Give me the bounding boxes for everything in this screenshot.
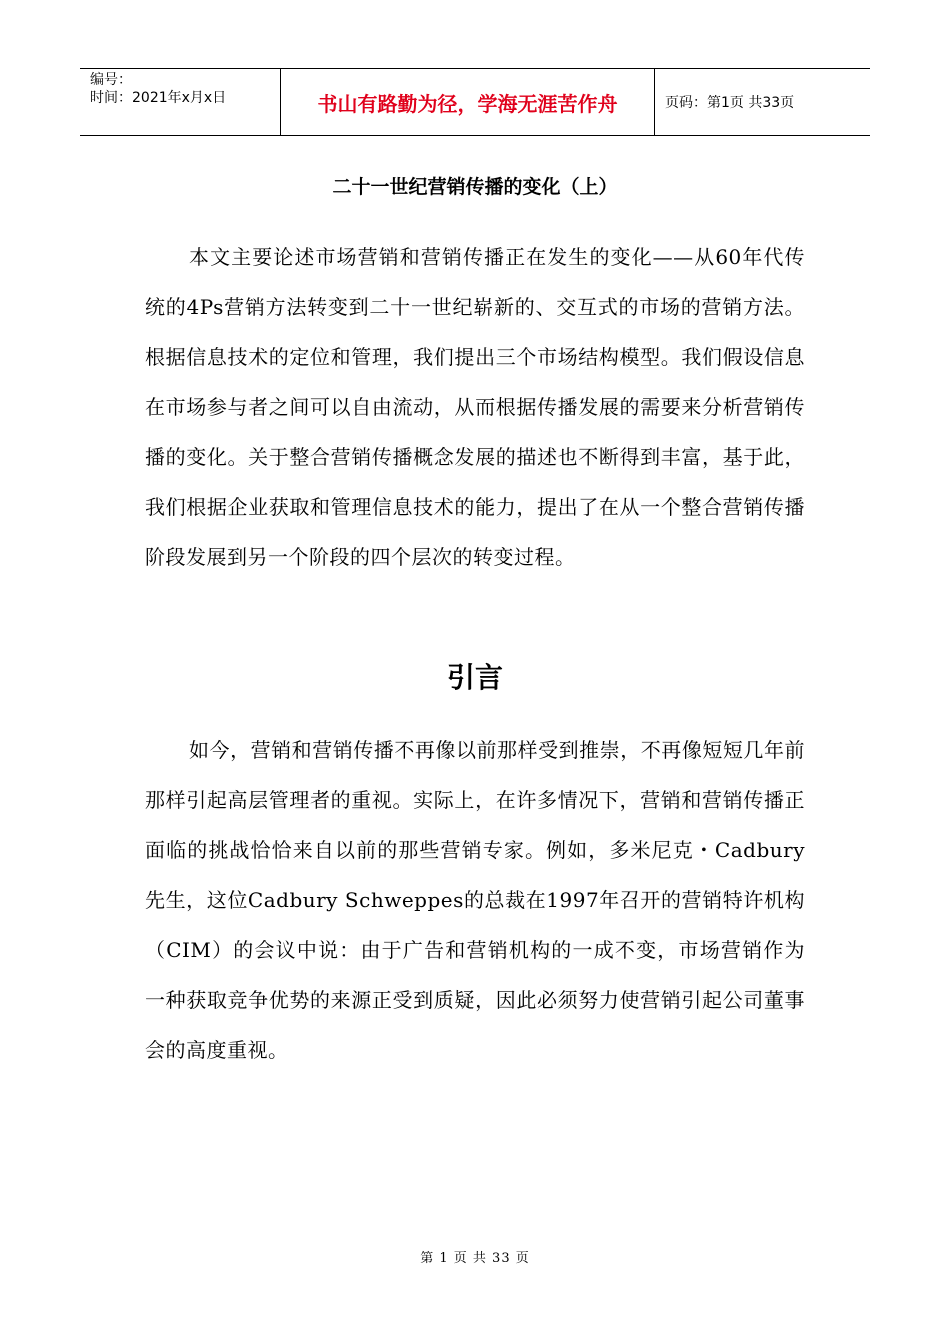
document-header (80, 68, 870, 136)
number-label: 编号： (90, 72, 132, 88)
intro-paragraph: 如今，营销和营销传播不再像以前那样受到推崇，不再像短短几年前那样引起高层管理者的重视。实际上，在许多情况下，营销和营销传播正面临的挑战恰恰来自以前的那些营销专家。例如，多米尼克・Cadbury 先生，这位Cadbury Schweppes的总裁在1997年召开的营销特许机构（CIM）的会议中说：由于广告和营销机构的一成不变，市场营销作为一种获取竞争优势的来源正受到质疑，因此必须努力使营销引起公司董事会的高度重视。 (145, 738, 805, 1062)
section-heading: 引言 (446, 661, 503, 694)
page-footer: 第 1 页 共 33 页 (420, 1251, 530, 1266)
header-motto: 书山有路勤为径，学海无涯苦作舟 (281, 69, 655, 135)
document-title: 二十一世纪营销传播的变化（上） (332, 176, 618, 198)
header-meta (80, 69, 281, 135)
abstract-paragraph: 本文主要论述市场营销和营销传播正在发生的变化——从60年代传统的4Ps营销方法转变到二十一世纪崭新的、交互式的市场的营销方法。根据信息技术的定位和管理，我们提出三个市场结构模型。我们假设信息在市场参与者之间可以自由流动，从而根据传播发展的需要来分析营销传播的变化。关于整合营销传播概念发展的描述也不断得到丰富，基于此，我们根据企业获取和管理信息技术的能力，提出了在从一个整合营销传播阶段发展到另一个阶段的四个层次的转变过程。 (145, 245, 805, 569)
header-page-info: 页码：第1页 共33页 (665, 95, 795, 111)
time-label: 时间：2021年x月x日 (90, 90, 227, 106)
